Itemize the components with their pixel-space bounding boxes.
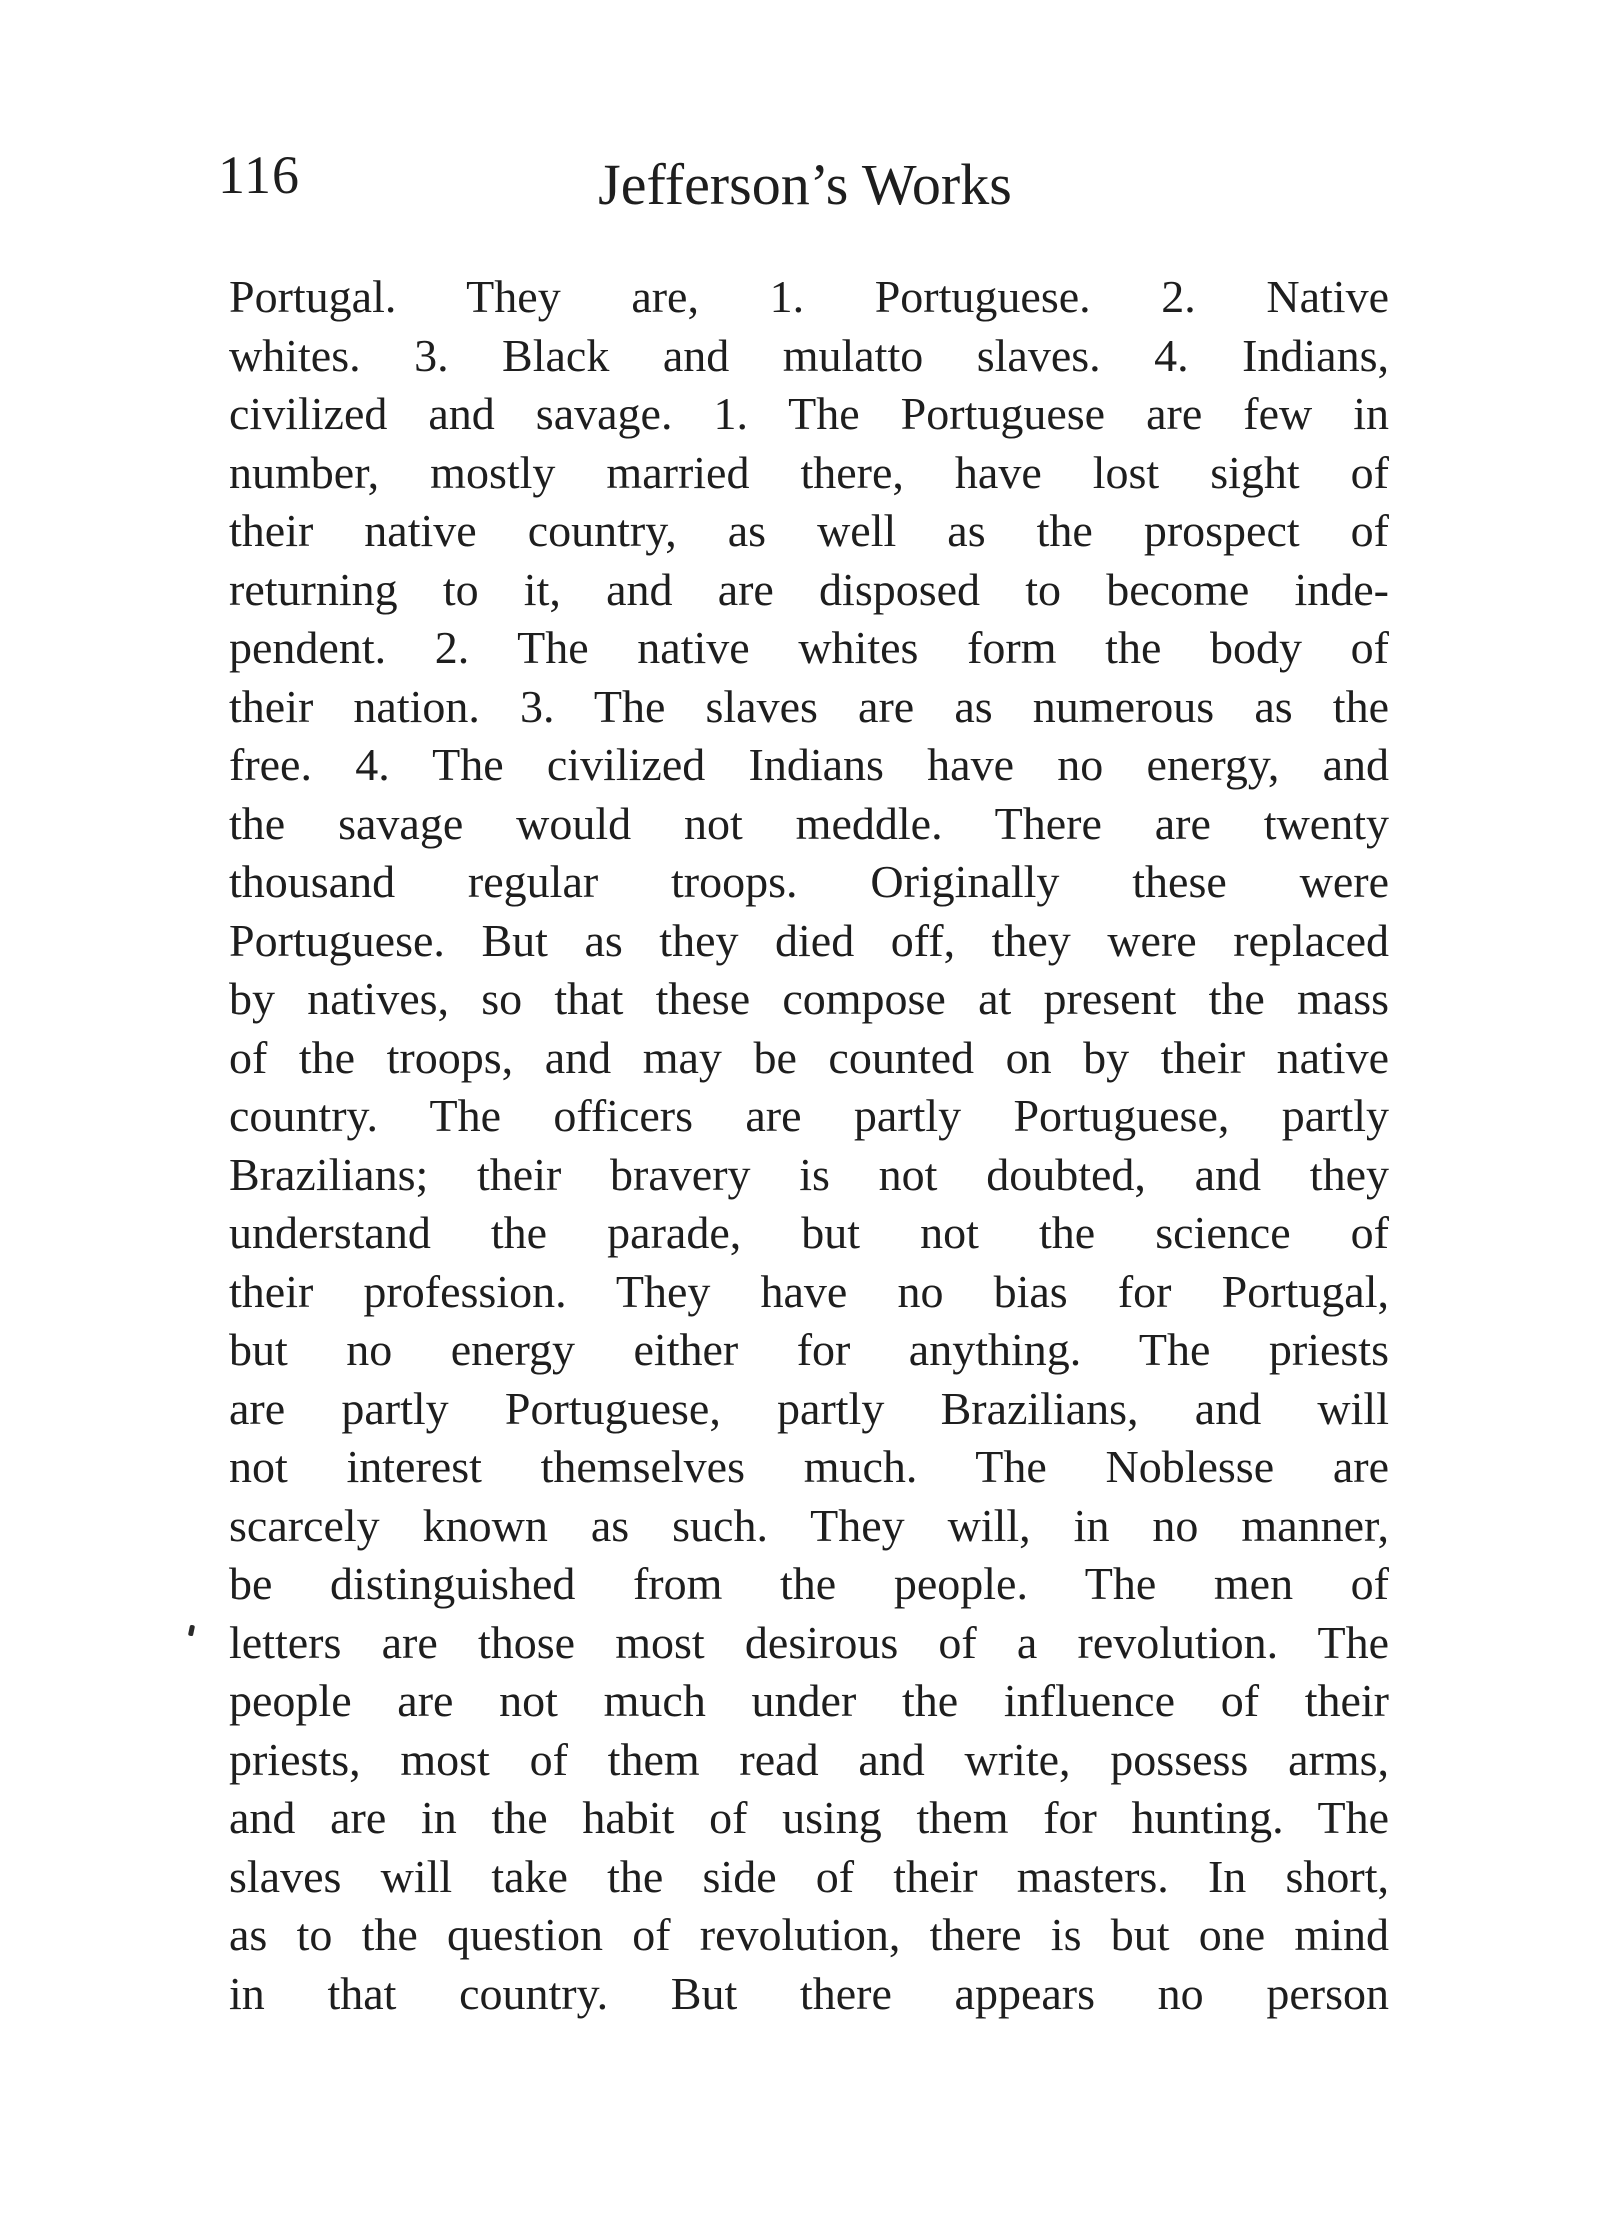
text-line: country. The officers are partly Portuguese, partly	[229, 1090, 1389, 1141]
text-line: of the troops, and may be counted on by their native	[229, 1031, 1389, 1083]
text-line: pendent. 2. The native whites form the body of	[229, 622, 1389, 673]
page-number: 116	[218, 145, 300, 205]
text-line: understand the parade, but not the science of	[229, 1207, 1389, 1258]
text-line: their native country, as well as the prospect of	[229, 505, 1389, 556]
text-line: people are not much under the influence of their	[229, 1675, 1389, 1726]
text-line: as to the question of revolution, there is but one mind	[229, 1909, 1389, 1960]
text-line: returning to it, and are disposed to become inde-	[229, 563, 1389, 615]
text-line: in that country. But there appears no person	[229, 1967, 1389, 2019]
text-line: slaves will take the side of their masters. In short,	[229, 1850, 1389, 1902]
text-line: Portuguese. But as they died off, they were replaced	[229, 914, 1389, 966]
text-line: are partly Portuguese, partly Brazilians, and will	[229, 1382, 1389, 1434]
text-line: Portugal. They are, 1. Portuguese. 2. Native	[229, 271, 1389, 322]
text-line: their nation. 3. The slaves are as numerous as the	[229, 680, 1389, 732]
text-line: thousand regular troops. Originally these were	[229, 856, 1389, 907]
body-text	[229, 268, 1389, 2023]
text-line: their profession. They have no bias for Portugal,	[229, 1265, 1389, 1317]
text-line: whites. 3. Black and mulatto slaves. 4. Indians,	[229, 329, 1389, 381]
text-line: Brazilians; their bravery is not doubted, and they	[229, 1148, 1389, 1200]
text-line: letters are those most desirous of a revolution. The	[229, 1616, 1389, 1668]
running-title: Jefferson’s Works	[598, 152, 1012, 217]
text-line: priests, most of them read and write, possess arms,	[229, 1733, 1389, 1785]
text-line: civilized and savage. 1. The Portuguese are few in	[229, 388, 1389, 439]
text-line: and are in the habit of using them for hunting. The	[229, 1792, 1389, 1843]
text-line: not interest themselves much. The Noblesse are	[229, 1441, 1389, 1492]
text-line: by natives, so that these compose at present the mass	[229, 973, 1389, 1024]
text-line: scarcely known as such. They will, in no manner,	[229, 1499, 1389, 1551]
text-line: number, mostly married there, have lost sight of	[229, 446, 1389, 498]
text-line: be distinguished from the people. The men of	[229, 1558, 1389, 1609]
text-line: but no energy either for anything. The priests	[229, 1324, 1389, 1375]
text-line: the savage would not meddle. There are twenty	[229, 797, 1389, 849]
text-line: free. 4. The civilized Indians have no energy, and	[229, 739, 1389, 790]
margin-mark	[188, 1625, 195, 1637]
